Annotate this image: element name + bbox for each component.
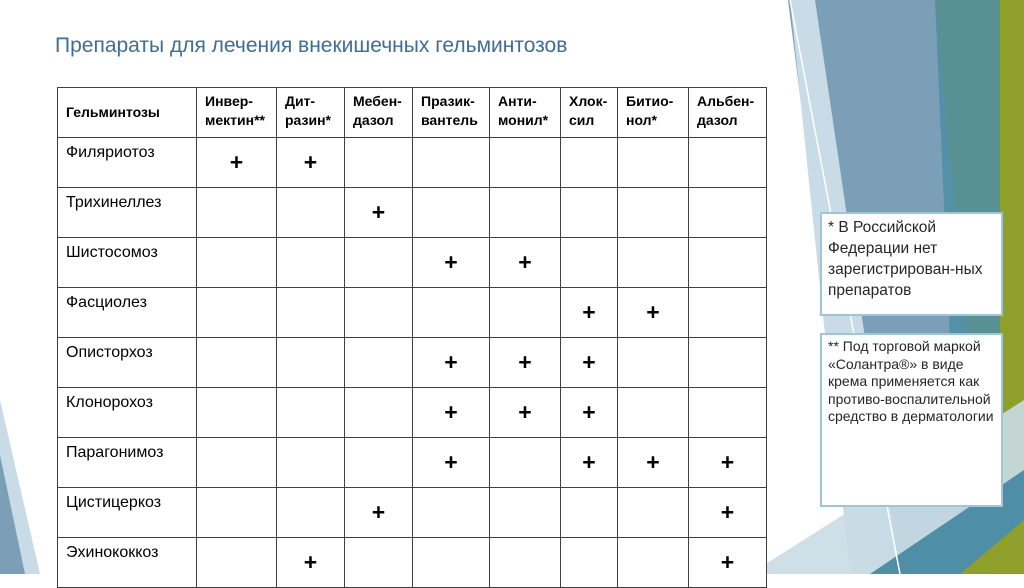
empty-cell bbox=[277, 388, 345, 438]
empty-cell bbox=[345, 538, 413, 588]
empty-cell bbox=[345, 388, 413, 438]
plus-mark-cell: + bbox=[413, 438, 490, 488]
footnote-2-text: ** Под торговой маркой «Солантра®» в виде крема применяется как противо-воспалительной средство в дерматологии bbox=[828, 338, 994, 424]
row-disease-name: Филяриотоз bbox=[58, 138, 197, 188]
empty-cell bbox=[197, 188, 277, 238]
drug-table bbox=[57, 87, 767, 588]
empty-cell bbox=[413, 538, 490, 588]
plus-mark-cell: + bbox=[618, 438, 689, 488]
footnote-2 bbox=[820, 333, 1003, 507]
empty-cell bbox=[490, 188, 561, 238]
plus-mark-cell: + bbox=[561, 338, 618, 388]
row-disease-name: Шистосомоз bbox=[58, 238, 197, 288]
empty-cell bbox=[689, 338, 767, 388]
empty-cell bbox=[689, 138, 767, 188]
plus-mark-cell: + bbox=[413, 388, 490, 438]
header-drug-5: Анти- монил* bbox=[490, 88, 561, 138]
plus-mark-cell: + bbox=[197, 138, 277, 188]
plus-mark-cell: + bbox=[277, 138, 345, 188]
plus-mark-cell: + bbox=[618, 288, 689, 338]
footnote-1 bbox=[820, 212, 1003, 316]
header-drug-7: Битио- нол* bbox=[618, 88, 689, 138]
table-row bbox=[58, 338, 767, 388]
plus-mark-cell: + bbox=[413, 338, 490, 388]
table-header-row bbox=[58, 88, 767, 138]
empty-cell bbox=[618, 238, 689, 288]
empty-cell bbox=[561, 538, 618, 588]
empty-cell bbox=[689, 238, 767, 288]
plus-mark-cell: + bbox=[689, 538, 767, 588]
table-row bbox=[58, 238, 767, 288]
row-disease-name: Фасциолез bbox=[58, 288, 197, 338]
empty-cell bbox=[689, 188, 767, 238]
plus-mark-cell: + bbox=[345, 488, 413, 538]
row-disease-name: Описторхоз bbox=[58, 338, 197, 388]
empty-cell bbox=[277, 188, 345, 238]
header-drug-3: Мебен- дазол bbox=[345, 88, 413, 138]
empty-cell bbox=[561, 488, 618, 538]
empty-cell bbox=[345, 138, 413, 188]
plus-mark-cell: + bbox=[490, 388, 561, 438]
row-disease-name: Парагонимоз bbox=[58, 438, 197, 488]
empty-cell bbox=[689, 388, 767, 438]
empty-cell bbox=[618, 188, 689, 238]
empty-cell bbox=[618, 488, 689, 538]
empty-cell bbox=[413, 488, 490, 538]
plus-mark-cell: + bbox=[277, 538, 345, 588]
empty-cell bbox=[561, 138, 618, 188]
empty-cell bbox=[197, 488, 277, 538]
header-drug-2: Дит- разин* bbox=[277, 88, 345, 138]
footnote-1-text: * В Российской Федерации нет зарегистрирован-ных препаратов bbox=[828, 219, 983, 299]
table-row bbox=[58, 188, 767, 238]
empty-cell bbox=[277, 338, 345, 388]
row-disease-name: Клонорохоз bbox=[58, 388, 197, 438]
empty-cell bbox=[413, 138, 490, 188]
table-row bbox=[58, 288, 767, 338]
empty-cell bbox=[345, 438, 413, 488]
empty-cell bbox=[277, 488, 345, 538]
row-disease-name: Эхинококкоз bbox=[58, 538, 197, 588]
empty-cell bbox=[197, 288, 277, 338]
table-row bbox=[58, 488, 767, 538]
empty-cell bbox=[345, 338, 413, 388]
empty-cell bbox=[618, 538, 689, 588]
empty-cell bbox=[561, 188, 618, 238]
empty-cell bbox=[490, 538, 561, 588]
table-row bbox=[58, 438, 767, 488]
table-row bbox=[58, 388, 767, 438]
header-drug-4: Празик- вантель bbox=[413, 88, 490, 138]
plus-mark-cell: + bbox=[490, 338, 561, 388]
empty-cell bbox=[345, 238, 413, 288]
plus-mark-cell: + bbox=[413, 238, 490, 288]
empty-cell bbox=[197, 238, 277, 288]
empty-cell bbox=[689, 288, 767, 338]
plus-mark-cell: + bbox=[490, 238, 561, 288]
empty-cell bbox=[197, 538, 277, 588]
row-disease-name: Цистицеркоз bbox=[58, 488, 197, 538]
empty-cell bbox=[197, 388, 277, 438]
empty-cell bbox=[277, 238, 345, 288]
empty-cell bbox=[413, 188, 490, 238]
plus-mark-cell: + bbox=[561, 288, 618, 338]
empty-cell bbox=[561, 238, 618, 288]
empty-cell bbox=[413, 288, 490, 338]
plus-mark-cell: + bbox=[561, 438, 618, 488]
header-helminthoses: Гельминтозы bbox=[58, 88, 197, 138]
empty-cell bbox=[345, 288, 413, 338]
plus-mark-cell: + bbox=[561, 388, 618, 438]
empty-cell bbox=[277, 438, 345, 488]
table-row bbox=[58, 138, 767, 188]
empty-cell bbox=[618, 138, 689, 188]
empty-cell bbox=[197, 338, 277, 388]
header-drug-1: Инвер- мектин** bbox=[197, 88, 277, 138]
empty-cell bbox=[618, 338, 689, 388]
empty-cell bbox=[490, 488, 561, 538]
empty-cell bbox=[277, 288, 345, 338]
header-drug-6: Хлок- сил bbox=[561, 88, 618, 138]
empty-cell bbox=[490, 438, 561, 488]
table-row bbox=[58, 538, 767, 588]
plus-mark-cell: + bbox=[689, 488, 767, 538]
table-body bbox=[58, 138, 767, 588]
row-disease-name: Трихинеллез bbox=[58, 188, 197, 238]
slide-title: Препараты для лечения внекишечных гельминтозов bbox=[55, 34, 568, 57]
empty-cell bbox=[490, 288, 561, 338]
empty-cell bbox=[618, 388, 689, 438]
empty-cell bbox=[197, 438, 277, 488]
plus-mark-cell: + bbox=[689, 438, 767, 488]
plus-mark-cell: + bbox=[345, 188, 413, 238]
empty-cell bbox=[490, 138, 561, 188]
header-drug-8: Альбен- дазол bbox=[689, 88, 767, 138]
